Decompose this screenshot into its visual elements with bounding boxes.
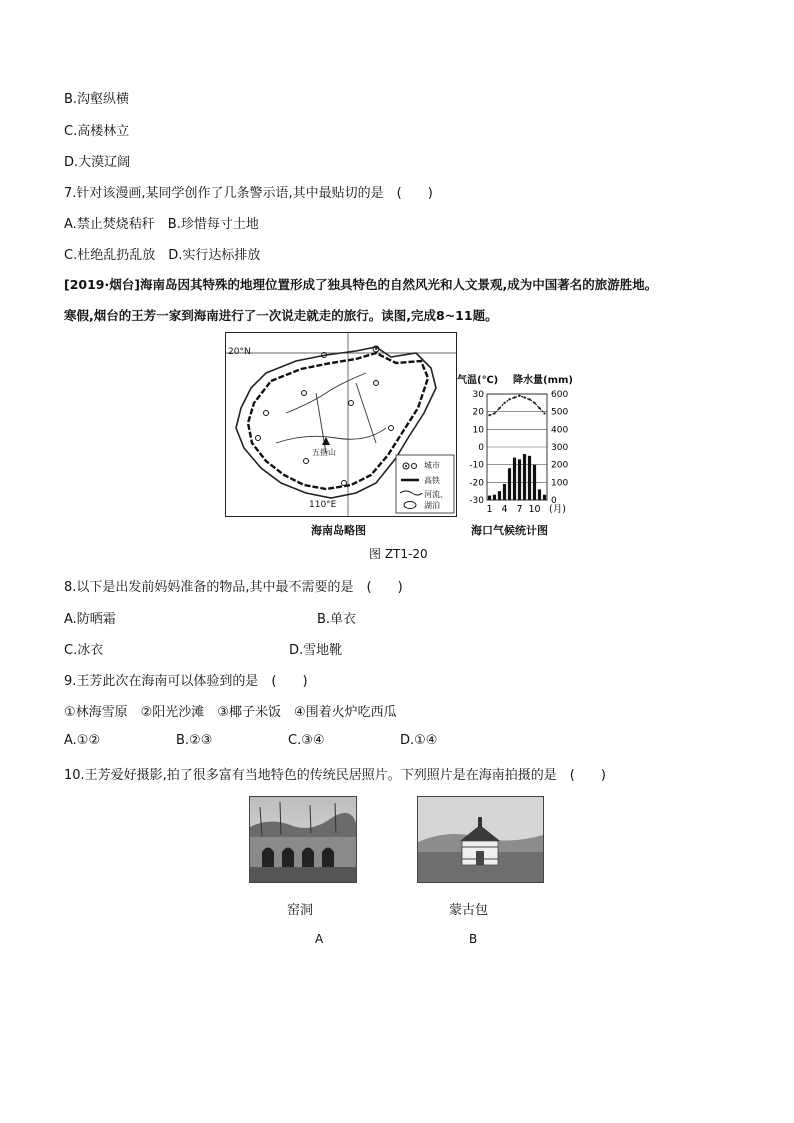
passage-line2: 寒假,烟台的王芳一家到海南进行了一次说走就走的旅行。读图,完成8~11题。 bbox=[64, 308, 498, 323]
temperature-point bbox=[503, 402, 505, 404]
q9-items: ①林海雪原 ②阳光沙滩 ③椰子米饭 ④围着火炉吃西瓜 bbox=[64, 705, 397, 720]
hainan-map-drawing bbox=[226, 333, 456, 516]
precip-bar bbox=[538, 489, 541, 500]
y-right-tick-label: 0 bbox=[551, 496, 557, 506]
cave-dwelling-image bbox=[250, 797, 356, 882]
precip-bar bbox=[513, 458, 516, 500]
temperature-line bbox=[490, 396, 545, 415]
q7-stem: 7.针对该漫画,某同学创作了几条警示语,其中最贴切的是 ( ) bbox=[64, 186, 433, 201]
temperature-point bbox=[543, 412, 545, 414]
q8-option-b: B.单衣 bbox=[317, 612, 357, 627]
climate-chart-svg bbox=[455, 370, 585, 530]
legend-railway-label: 高铁 bbox=[424, 476, 440, 485]
photo-yurt bbox=[417, 796, 544, 883]
q6-option-c: C.高楼林立 bbox=[64, 124, 130, 139]
temperature-point bbox=[488, 414, 490, 416]
yurt-image bbox=[418, 797, 543, 882]
y-right-tick-label: 500 bbox=[551, 407, 569, 418]
precip-bar bbox=[533, 465, 536, 500]
precip-bar bbox=[543, 495, 546, 500]
y-left-tick-label: -20 bbox=[469, 478, 484, 489]
q8-option-c: C.冰衣 bbox=[64, 643, 104, 658]
x-axis-unit: (月) bbox=[549, 504, 566, 515]
q9-option-a: A.①② bbox=[64, 733, 101, 748]
precip-bar bbox=[508, 468, 511, 500]
q7-options-line1: A.禁止焚烧秸秆 B.珍惜每寸土地 bbox=[64, 217, 259, 232]
precip-bar bbox=[498, 491, 501, 500]
q8-stem: 8.以下是出发前妈妈准备的物品,其中最不需要的是 ( ) bbox=[64, 580, 403, 595]
precip-bar bbox=[493, 495, 496, 500]
temperature-point bbox=[538, 407, 540, 409]
x-tick-label: 4 bbox=[501, 504, 508, 515]
y-left-tick-label: -30 bbox=[469, 496, 484, 506]
figure-caption: 图 ZT1-20 bbox=[369, 547, 428, 561]
y-left-tick-label: 20 bbox=[472, 407, 484, 418]
x-tick-label: 7 bbox=[516, 504, 523, 515]
y-right-tick-label: 400 bbox=[551, 425, 569, 436]
photo-b-letter: B bbox=[469, 932, 478, 946]
x-tick-label: 10 bbox=[528, 504, 541, 515]
q9-stem: 9.王芳此次在海南可以体验到的是 ( ) bbox=[64, 674, 308, 689]
temperature-point bbox=[528, 398, 530, 400]
climate-title: 海口气候统计图 bbox=[471, 524, 548, 537]
climate-chart bbox=[455, 370, 585, 530]
mountain-label: 五指山 bbox=[312, 448, 336, 457]
q9-option-d: D.①④ bbox=[400, 733, 438, 748]
x-tick-label: 1 bbox=[486, 504, 493, 515]
temp-axis-label: 气温(℃) bbox=[457, 375, 499, 386]
y-right-tick-label: 100 bbox=[551, 478, 569, 489]
passage-line1: [2019·烟台]海南岛因其特殊的地理位置形成了独具特色的自然风光和人文景观,成为中国著名的旅游胜地。 bbox=[64, 277, 658, 292]
map-title: 海南岛略图 bbox=[311, 524, 366, 537]
temperature-point bbox=[493, 412, 495, 414]
y-right-tick-label: 200 bbox=[551, 460, 569, 471]
q7-options-line2: C.杜绝乱扔乱放 D.实行达标排放 bbox=[64, 248, 261, 263]
temperature-point bbox=[508, 398, 510, 400]
y-right-tick-label: 600 bbox=[551, 390, 569, 400]
photo-b-label: 蒙古包 bbox=[449, 903, 489, 918]
y-right-tick-label: 300 bbox=[551, 443, 569, 453]
legend-lake-label: 湖泊 bbox=[424, 501, 440, 510]
legend-city-label: 城市 bbox=[424, 461, 440, 470]
photo-a-letter: A bbox=[315, 932, 324, 946]
q9-option-b: B.②③ bbox=[176, 733, 213, 748]
precip-bar bbox=[528, 456, 531, 500]
longitude-label: 110°E bbox=[309, 500, 337, 510]
precip-bar bbox=[503, 484, 506, 500]
precip-bar bbox=[518, 459, 521, 500]
q8-option-d: D.雪地靴 bbox=[289, 643, 343, 658]
y-left-tick-label: 10 bbox=[472, 425, 484, 436]
precip-axis-label: 降水量(mm) bbox=[513, 375, 573, 386]
latitude-label: 20°N bbox=[228, 347, 251, 357]
temperature-point bbox=[513, 396, 515, 398]
temperature-point bbox=[533, 402, 535, 404]
q10-stem: 10.王芳爱好摄影,拍了很多富有当地特色的传统民居照片。下列照片是在海南拍摄的是 ( ) bbox=[64, 768, 606, 783]
precip-bar bbox=[488, 496, 491, 500]
q8-option-a: A.防晒霜 bbox=[64, 612, 116, 627]
y-left-tick-label: -10 bbox=[469, 460, 484, 471]
photo-a-label: 窑洞 bbox=[287, 903, 314, 918]
temperature-point bbox=[498, 407, 500, 409]
temperature-point bbox=[518, 395, 520, 397]
photo-cave-dwelling bbox=[249, 796, 357, 883]
hainan-map bbox=[225, 332, 457, 517]
q9-option-c: C.③④ bbox=[288, 733, 325, 748]
q6-option-d: D.大漠辽阔 bbox=[64, 155, 131, 170]
temperature-point bbox=[523, 396, 525, 398]
q6-option-b: B.沟壑纵横 bbox=[64, 92, 130, 107]
y-left-tick-label: 0 bbox=[478, 443, 484, 453]
legend-river-label: 河流、 bbox=[424, 490, 448, 499]
precip-bar bbox=[523, 454, 526, 500]
y-left-tick-label: 30 bbox=[472, 390, 484, 400]
